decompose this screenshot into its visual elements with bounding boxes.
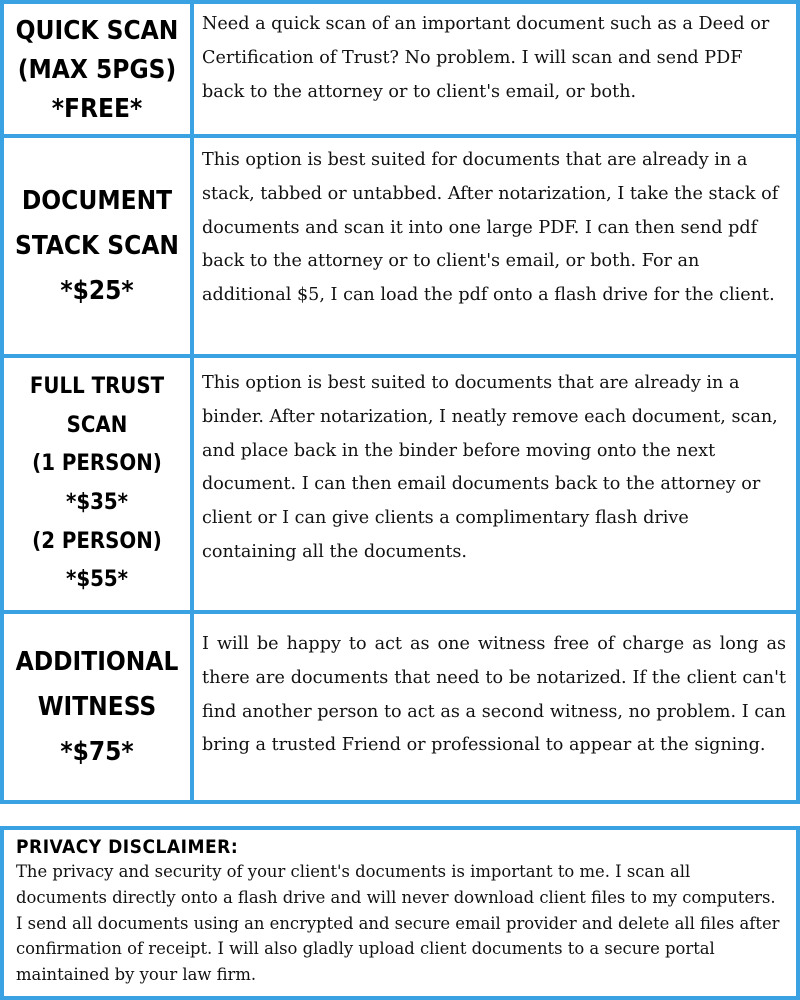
privacy-disclaimer-title: PRIVACY DISCLAIMER:: [16, 836, 239, 858]
service-name: DOCUMENT STACK SCAN *$25*: [14, 185, 179, 306]
service-description-cell: [202, 358, 786, 610]
service-name: ADDITIONAL WITNESS *$75*: [15, 646, 179, 767]
service-name: QUICK SCAN (MAX 5PGS) *FREE*: [15, 15, 179, 124]
privacy-disclaimer-text: The privacy and security of your client's documents is important to me. I scan all documents directly onto a flash drive and will never download client files to my computers. I send all documents using an encrypted and secure email provider and delete all files after confirmation of receipt. I will also gladly upload client documents to a secure portal maintained by your law firm.: [16, 862, 780, 985]
service-description: Need a quick scan of an important document such as a Deed or Certification of Trust? No problem. I will scan and send PDF back to the attorney or to client's email, or both.: [202, 14, 770, 102]
service-row-quick-scan: [4, 4, 796, 134]
service-name-cell: [4, 358, 194, 610]
service-description-cell: [202, 138, 786, 354]
service-name-cell: [4, 614, 194, 800]
privacy-disclaimer-box: [0, 826, 800, 1000]
service-description-cell: [202, 614, 786, 800]
service-row-additional-witness: [4, 610, 796, 800]
service-row-document-stack-scan: [4, 134, 796, 354]
service-name: FULL TRUST SCAN (1 PERSON) *$35* (2 PERSON) *$55*: [29, 374, 165, 593]
service-description: I will be happy to act as one witness free of charge as long as there are documents that need to be notarized. If the client can't find another person to act as a second witness, no problem. I can bring a trusted Friend or professional to appear at the signing.: [202, 634, 786, 756]
service-description: This option is best suited to documents that are already in a binder. After notarization, I neatly remove each document, scan, and place back in the binder before moving onto the next document. I can then email documents back to the attorney or client or I can give clients a complimentary flash drive containing all the documents.: [202, 373, 778, 562]
service-description: This option is best suited for documents that are already in a stack, tabbed or untabbed. After notarization, I take the stack of documents and scan it into one large PDF. I can then send pdf back to the attorney or to client's email, or both. For an additional $5, I can load the pdf onto a flash drive for the client.: [202, 150, 779, 306]
service-name-cell: [4, 138, 194, 354]
service-name-cell: [4, 4, 194, 134]
service-row-full-trust-scan: [4, 354, 796, 610]
service-description-cell: [202, 4, 786, 134]
